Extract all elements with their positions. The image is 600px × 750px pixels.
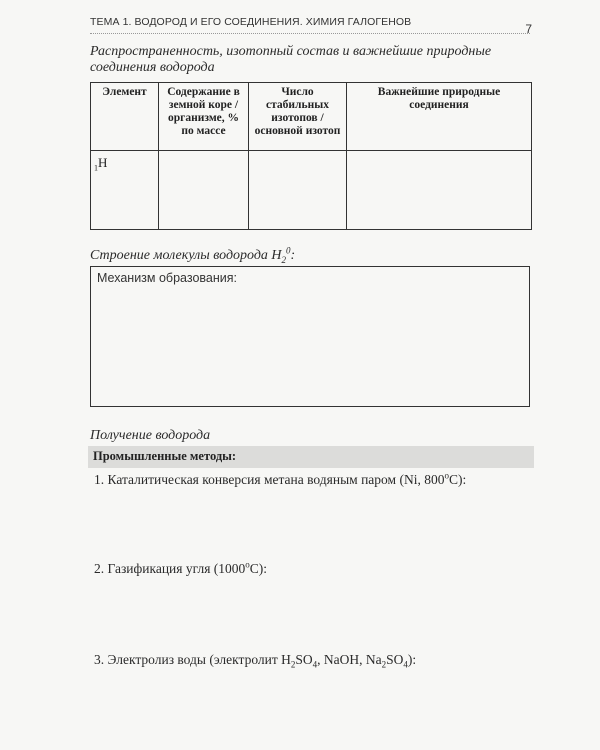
column-header-isotopes: Число стабильных изотопов / основной изотоп	[249, 83, 347, 151]
column-header-element: Элемент	[91, 83, 159, 151]
formation-mechanism-label: Механизм образования:	[97, 271, 237, 285]
running-header: ТЕМА 1. ВОДОРОД И ЕГО СОЕДИНЕНИЯ. ХИМИЯ ГАЛОГЕНОВ	[90, 16, 412, 28]
industrial-methods-heading-bar	[88, 446, 534, 468]
table-row	[91, 151, 532, 230]
formation-mechanism-box[interactable]	[90, 266, 530, 407]
cell-isotopes-blank[interactable]	[249, 151, 347, 230]
atomic-number: 1	[94, 163, 98, 173]
page-number: 7	[525, 22, 532, 36]
method-item-coal-gasification: 2. Газификация угля (1000$^o$C):	[94, 559, 268, 576]
column-header-content: Содержание в земной коре / организме, % по массе	[159, 83, 249, 151]
cell-element	[91, 151, 159, 230]
abundance-table	[90, 82, 532, 230]
section-title-abundance: Распространенность, изотопный состав и важнейшие природные соединения водорода	[90, 44, 492, 75]
section-title-molecule: Строение молекулы водорода $H_2^0$:	[90, 245, 296, 265]
method-item-methane-conversion: 1. Каталитическая конверсия метана водяным паром (Ni, 800$^o$C):	[94, 470, 467, 487]
industrial-methods-heading: Промышленные методы:	[93, 449, 237, 463]
header-divider	[90, 33, 530, 34]
cell-content-blank[interactable]	[159, 151, 249, 230]
cell-compounds-blank[interactable]	[347, 151, 532, 230]
method-item-water-electrolysis: 3. Электролиз воды (электролит $H_2SO_4$, NaOH, $Na_2SO_4$):	[94, 652, 417, 670]
section-title-production: Получение водорода	[90, 428, 211, 443]
element-symbol: H	[98, 155, 108, 170]
table-header-row	[91, 83, 532, 151]
column-header-compounds: Важнейшие природные соединения	[347, 83, 532, 151]
